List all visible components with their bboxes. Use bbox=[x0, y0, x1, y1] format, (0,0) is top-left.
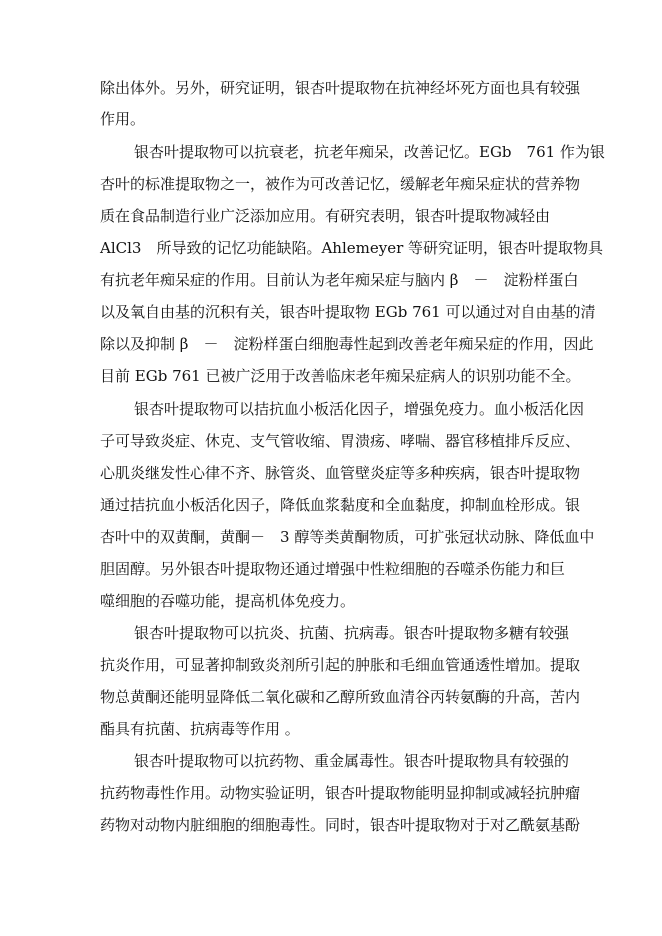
line-text: 物总黄酮还能明显降低二氧化碳和乙醇所致血清谷丙转氨酶的升高，苦内 bbox=[100, 688, 581, 706]
line-text: 以及氧自由基的沉积有关，银杏叶提取物 EGb 761 可以通过对自由基的清 bbox=[100, 303, 596, 321]
text-line bbox=[0, 140, 662, 164]
line-text: 银杏叶提取物可以抗炎、抗菌、抗病毒。银杏叶提取物多糖有较强 bbox=[134, 624, 570, 642]
text-line bbox=[0, 236, 662, 260]
text-line bbox=[0, 300, 662, 324]
text-line bbox=[0, 525, 662, 549]
text-line bbox=[0, 653, 662, 677]
text-line bbox=[0, 397, 662, 421]
line-text: 抗药物毒性作用。动物实验证明，银杏叶提取物能明显抑制或减轻抗肿瘤 bbox=[100, 784, 581, 802]
text-line bbox=[0, 332, 662, 356]
line-text: 杏叶中的双黄酮，黄酮－ 3 醇等类黄酮物质，可扩张冠状动脉、降低血中 bbox=[100, 528, 595, 546]
line-text: 抗炎作用，可显著抑制致炎剂所引起的肿胀和毛细血管通透性增加。提取 bbox=[100, 656, 581, 674]
line-text: 除出体外。另外，研究证明，银杏叶提取物在抗神经坏死方面也具有较强 bbox=[100, 79, 581, 97]
line-text: 胆固醇。另外银杏叶提取物还通过增强中性粒细胞的吞噬杀伤能力和巨 bbox=[100, 560, 566, 578]
text-line bbox=[0, 268, 662, 292]
line-text: AlCl3 所导致的记忆功能缺陷。Ahlemeyer 等研究证明，银杏叶提取物具 bbox=[100, 239, 604, 257]
line-text: 有抗老年痴呆症的作用。目前认为老年痴呆症与脑内 β － 淀粉样蛋白 bbox=[100, 271, 579, 289]
text-line bbox=[0, 749, 662, 773]
line-text: 目前 EGb 761 已被广泛用于改善临床老年痴呆症病人的识别功能不全。 bbox=[100, 367, 581, 385]
text-line bbox=[0, 172, 662, 196]
line-text: 子可导致炎症、休克、支气管收缩、胃溃疡、哮喘、器官移植排斥反应、 bbox=[100, 432, 581, 450]
line-text: 质在食品制造行业广泛添加应用。有研究表明，银杏叶提取物减轻由 bbox=[100, 207, 551, 225]
text-line bbox=[0, 717, 662, 741]
line-text: 药物对动物内脏细胞的细胞毒性。同时，银杏叶提取物对于对乙酰氨基酚 bbox=[100, 816, 581, 834]
line-text: 作用。 bbox=[100, 110, 146, 128]
line-text: 噬细胞的吞噬功能，提高机体免疫力。 bbox=[100, 592, 356, 610]
line-text: 除以及抑制 β － 淀粉样蛋白细胞毒性起到改善老年痴呆症的作用，因此 bbox=[100, 335, 594, 353]
line-text: 酯具有抗菌、抗病毒等作用 。 bbox=[100, 720, 300, 738]
text-line bbox=[0, 685, 662, 709]
text-line bbox=[0, 364, 662, 388]
line-text: 心肌炎继发性心律不齐、脉管炎、血管壁炎症等多种疾病，银杏叶提取物 bbox=[100, 464, 581, 482]
line-text: 银杏叶提取物可以抗衰老，抗老年痴呆，改善记忆。EGb 761 作为银 bbox=[134, 143, 605, 161]
text-line bbox=[0, 76, 662, 100]
text-line bbox=[0, 621, 662, 645]
line-text: 银杏叶提取物可以抗药物、重金属毒性。银杏叶提取物具有较强的 bbox=[134, 752, 570, 770]
text-line bbox=[0, 429, 662, 453]
text-line bbox=[0, 461, 662, 485]
text-line bbox=[0, 204, 662, 228]
text-line bbox=[0, 589, 662, 613]
line-text: 杏叶的标准提取物之一，被作为可改善记忆，缓解老年痴呆症状的营养物 bbox=[100, 175, 581, 193]
text-line bbox=[0, 493, 662, 517]
text-line bbox=[0, 813, 662, 837]
text-line bbox=[0, 107, 662, 131]
text-line bbox=[0, 781, 662, 805]
line-text: 银杏叶提取物可以拮抗血小板活化因子，增强免疫力。血小板活化因 bbox=[134, 400, 585, 418]
text-line bbox=[0, 557, 662, 581]
line-text: 通过拮抗血小板活化因子，降低血浆黏度和全血黏度，抑制血栓形成。银 bbox=[100, 496, 581, 514]
